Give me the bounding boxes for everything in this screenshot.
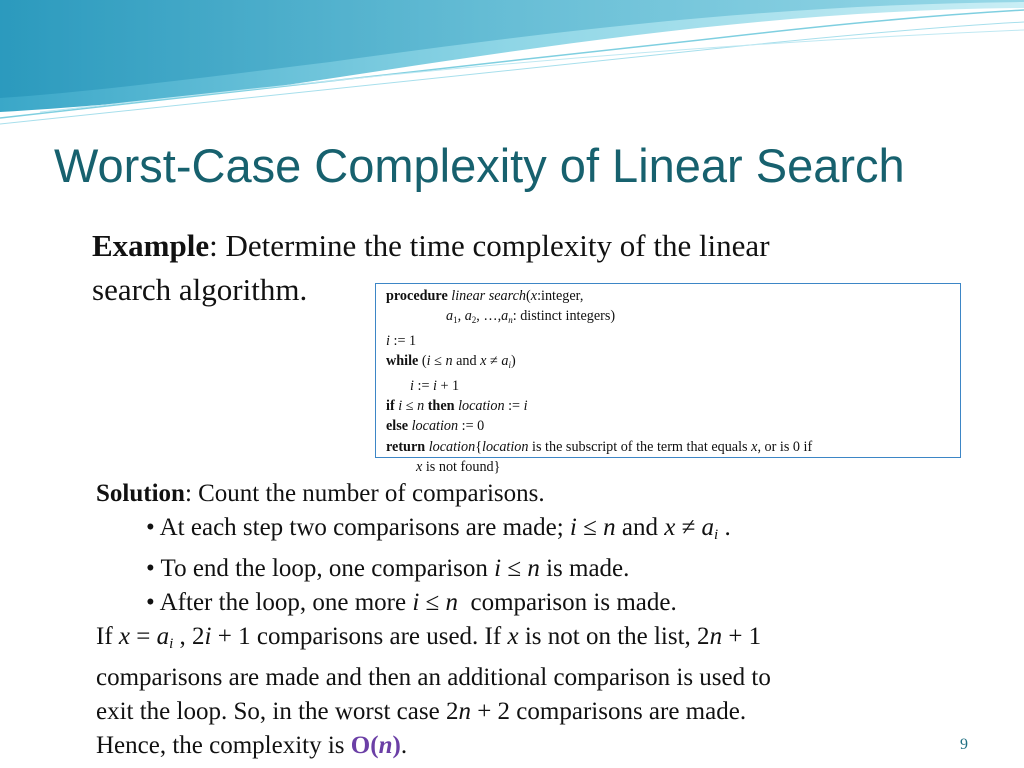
- solution-bullet-2: • To end the loop, one comparison i ≤ n is made.: [146, 555, 630, 582]
- code-line-increment: i := i + 1: [410, 377, 460, 394]
- example-statement-line2: search algorithm.: [92, 272, 308, 308]
- code-line-return: return location{location is the subscript of the term that equals x, or is 0 if: [386, 438, 813, 455]
- page-number: 9: [960, 736, 968, 753]
- code-line-return-cont: x is not found}: [416, 459, 501, 476]
- code-line-init: i := 1: [386, 332, 417, 349]
- slide-title: Worst-Case Complexity of Linear Search: [54, 139, 905, 192]
- code-line-while: while (i ≤ n and $x \ne a_i$): [386, 353, 516, 371]
- solution-bullet-3: • After the loop, one more i ≤ n comparison is made.: [146, 589, 677, 616]
- pseudocode-box: [375, 283, 961, 476]
- solution-paragraph-line-2: comparisons are made and then an additional comparison is used to: [96, 664, 771, 691]
- code-line-else: else location := 0: [386, 418, 485, 435]
- solution-paragraph-line-4: Hence, the complexity is O(n).: [96, 732, 408, 759]
- solution-intro: Solution: Count the number of comparisons.: [96, 480, 545, 507]
- code-line-if: if i ≤ n then location := i: [386, 398, 528, 415]
- code-line-params: $a_1$, $a_2$, $\dots,a_n$: distinct integers): [446, 308, 616, 326]
- example-statement: : Determine the time complexity of the linear: [209, 228, 770, 263]
- complexity-result: O(n): [350, 732, 401, 759]
- solution-paragraph-line-3: exit the loop. So, in the worst case 2n + 2 comparisons are made.: [96, 698, 747, 725]
- header-wave-decoration: [0, 0, 1024, 130]
- solution-bullet-1: • At each step two comparisons are made; i ≤ n and $x \ne a_i$ .: [146, 514, 731, 543]
- code-line-procedure: procedure linear search(x:integer,: [386, 288, 584, 304]
- example-label: Example: [92, 228, 210, 263]
- solution-paragraph-line-1: If $x = a_i$ , 2i + 1 comparisons are used. If x is not on the list, 2n + 1: [96, 623, 762, 652]
- solution-text: [96, 477, 996, 763]
